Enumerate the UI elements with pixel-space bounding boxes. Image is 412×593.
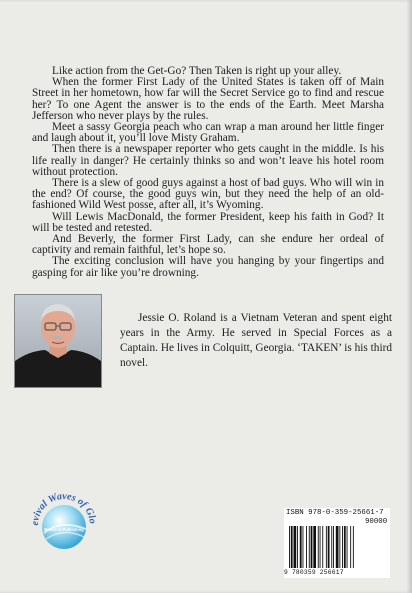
isbn-barcode — [284, 508, 390, 578]
author-bio-text: Jessie O. Roland is a Vietnam Veteran and spent eight years in the Army. He served in Special Forces as a Captain. He lives in Colquitt, Georgia. ‘TAKEN’ is his third novel. — [120, 312, 392, 369]
blurb-paragraph: Like action from the Get-Go? Then Taken is right up your alley. — [52, 65, 342, 77]
publisher-logo — [30, 489, 98, 559]
blurb-paragraph: There is a slew of good guys against a host of bad guys. Who will win in the end? Of course, the good guys win, but they need the help of an old-fashioned Wild West posse, after all, it’s Wyoming. — [32, 177, 384, 212]
blurb-text — [32, 66, 384, 279]
globe-icon — [30, 489, 98, 559]
blurb-paragraph: Meet a sassy Georgia peach who can wrap a man around her little finger and laugh about it, you’ll love Misty Graham. — [32, 121, 384, 145]
blurb-paragraph: Will Lewis MacDonald, the former President, keep his faith in God? It will be tested and retested. — [32, 210, 384, 234]
publisher-name: evival Waves of Glo — [30, 490, 98, 526]
blurb-paragraph: When the former First Lady of the United States is taken off of Main Street in her hometown, how far will the Secret Service go to find and rescue her? To one Agent the answer is to the ends of the Earth. Meet Marsha Jefferson who never plays by the rules. — [32, 76, 384, 122]
author-photo — [14, 294, 102, 388]
blurb-paragraph: And Beverly, the former First Lady, can she endure her ordeal of captivity and remain faithful, let’s hope so. — [32, 233, 384, 257]
blurb-paragraph: Then there is a newspaper reporter who gets caught in the middle. Is his life really in danger? He certainly thinks so and won’t leave his hotel room without protection. — [32, 143, 384, 178]
price-code: 90000 — [365, 518, 388, 526]
author-bio — [120, 311, 392, 371]
ean-digits: 9 780359 256617 — [284, 569, 344, 576]
publisher-subtitle: Books & Publishing — [44, 527, 84, 532]
author-portrait-image — [15, 295, 101, 387]
blurb-paragraph: The exciting conclusion will have you hanging by your fingertips and gasping for air like you’re drowning. — [32, 255, 384, 279]
isbn-label: ISBN 978-0-359-25661-7 — [286, 509, 384, 517]
barcode-bars — [287, 526, 387, 568]
